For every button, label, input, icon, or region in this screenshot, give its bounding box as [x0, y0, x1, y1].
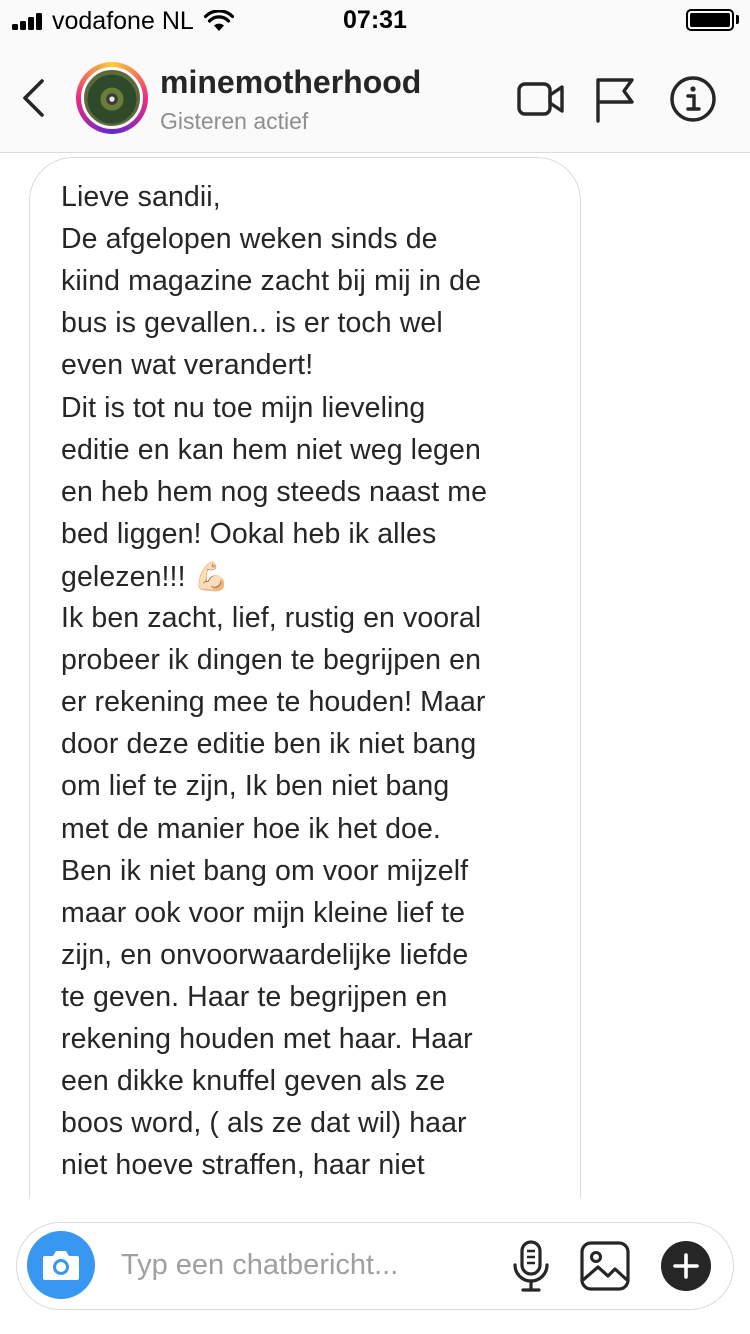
message-line: er rekening mee te houden! Maar [61, 686, 486, 719]
more-options-button[interactable] [661, 1241, 711, 1291]
status-bar [0, 0, 750, 40]
battery-cap [736, 15, 739, 24]
activity-status: Gisteren actief [160, 108, 309, 134]
camera-icon [41, 1247, 81, 1283]
message-line: Ik ben zacht, lief, rustig en vooral [61, 602, 482, 634]
message-line: niet hoeve straffen, haar niet [61, 1149, 425, 1182]
message-line: door deze editie ben ik niet bang [61, 728, 477, 761]
message-line: kiind magazine zacht bij mij in de [61, 265, 482, 298]
message-line: zijn, en onvoorwaardelijke liefde [61, 938, 469, 971]
message-line: met de manier hoe ik het doe. [61, 812, 441, 845]
message-line: maar ook voor mijn kleine lief te [61, 896, 466, 929]
message-line: een dikke knuffel geven als ze [61, 1065, 446, 1098]
battery-icon [686, 9, 734, 31]
message-thread[interactable] [0, 154, 750, 1198]
message-composer [16, 1222, 734, 1310]
message-line: Lieve sandii, [61, 181, 221, 213]
carrier-name: vodafone NL [52, 7, 194, 35]
message-line: bed liggen! Ookal heb ik alles [61, 517, 437, 550]
gallery-icon[interactable] [579, 1239, 631, 1293]
message-line: editie en kan hem niet weg legen [61, 433, 481, 466]
message-line: probeer ik dingen te begrijpen en [61, 644, 482, 677]
message-line: om lief te zijn, Ik ben niet bang [61, 770, 450, 803]
message-input[interactable]: Typ een chatbericht... [121, 1249, 399, 1281]
microphone-icon[interactable] [505, 1239, 557, 1293]
message-line: en heb hem nog steeds naast me [61, 475, 488, 508]
message-line: te geven. Haar te begrijpen en [61, 980, 448, 1013]
message-line: Ben ik niet bang om voor mijzelf [61, 854, 469, 887]
avatar[interactable] [76, 62, 148, 134]
message-line: gelezen!!! 💪🏻 [61, 560, 230, 593]
clock: 07:31 [343, 6, 407, 34]
video-call-icon[interactable] [516, 74, 566, 124]
chat-username[interactable]: minemotherhood [160, 64, 422, 100]
camera-button[interactable] [27, 1231, 95, 1299]
message-line: rekening houden met haar. Haar [61, 1023, 473, 1055]
message-line: boos word, ( als ze dat wil) haar [61, 1107, 467, 1140]
message-line: Dit is tot nu toe mijn lieveling [61, 391, 426, 424]
message-line: bus is gevallen.. is er toch wel [61, 307, 443, 340]
message-line: De afgelopen weken sinds de [61, 223, 438, 256]
chat-header [0, 40, 750, 153]
plus-icon [671, 1251, 701, 1281]
flag-icon[interactable] [590, 74, 640, 124]
avatar-image [81, 67, 143, 129]
back-chevron-icon[interactable] [14, 75, 54, 121]
message-line: even wat verandert! [61, 349, 314, 382]
info-icon[interactable] [668, 74, 718, 124]
